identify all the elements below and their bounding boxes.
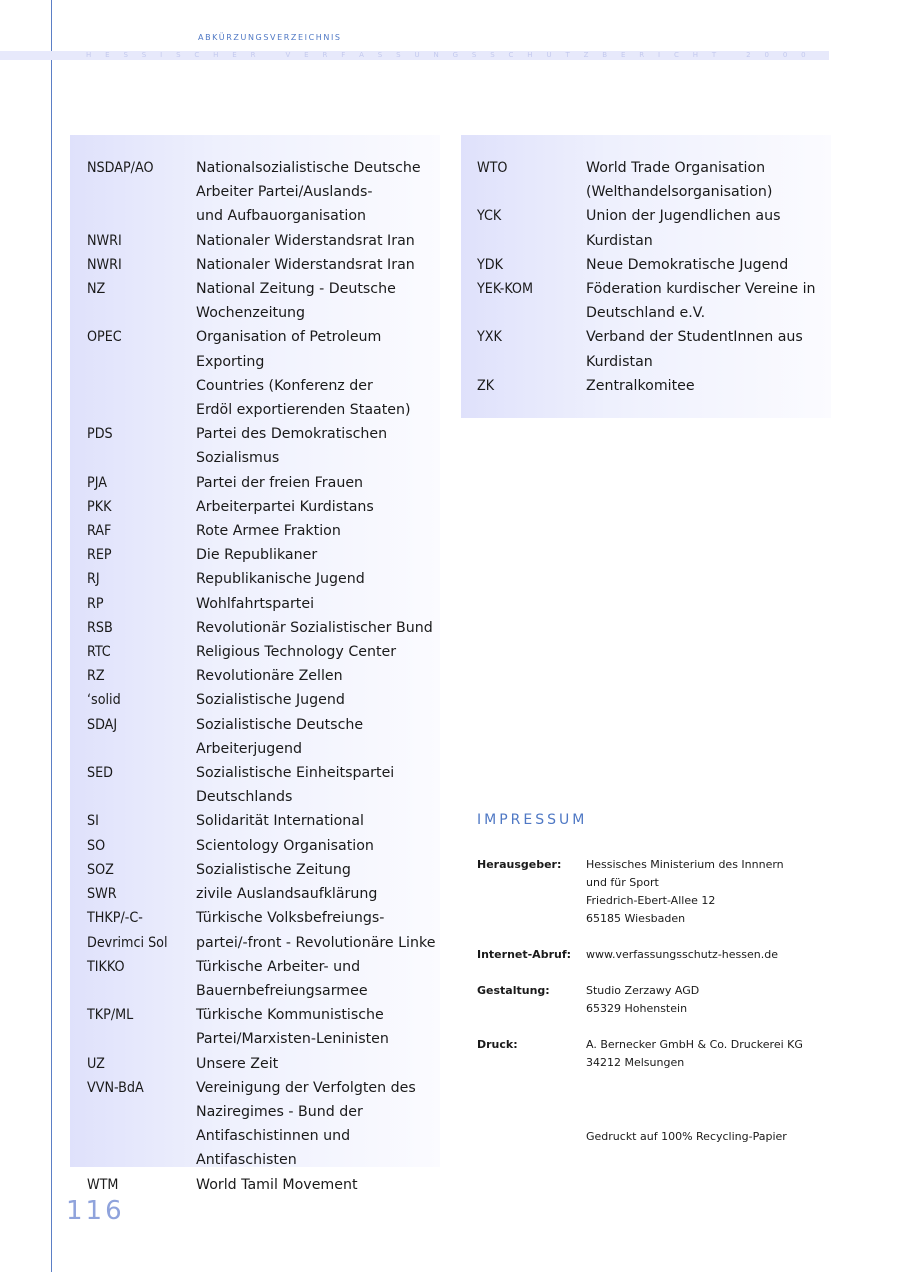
running-title-letter: C bbox=[194, 51, 200, 59]
abbreviation-definition: National Zeitung - Deutsche Wochenzeitung bbox=[196, 281, 396, 322]
abbreviation-definition: Nationaler Widerstandsrat Iran bbox=[196, 232, 415, 249]
running-title-letter: Z bbox=[583, 51, 589, 59]
abbreviation-row bbox=[87, 471, 437, 495]
abbreviation-definition: Sozialistische Deutsche Arbeiterjugend bbox=[196, 716, 364, 757]
abbreviation-row bbox=[87, 1076, 437, 1173]
impressum-label: Internet-Abruf: bbox=[477, 948, 572, 961]
abbreviation-row bbox=[87, 713, 437, 761]
impressum-label: Gestaltung: bbox=[477, 984, 550, 997]
abbreviation-definition: Partei des Demokratischen Sozialismus bbox=[196, 426, 388, 467]
abbreviation: SO bbox=[87, 837, 106, 854]
running-title-letter: B bbox=[602, 51, 608, 59]
abbreviation: RTC bbox=[87, 644, 111, 661]
abbreviation-definition: Wohlfahrtspartei bbox=[196, 595, 315, 612]
abbreviation: SWR bbox=[87, 886, 117, 903]
abbreviation-definition: zivile Auslandsaufklärung bbox=[196, 886, 378, 903]
abbreviation: NZ bbox=[87, 281, 106, 298]
abbreviation: RAF bbox=[87, 523, 112, 540]
running-title-letter: R bbox=[639, 51, 645, 59]
abbreviation-row bbox=[87, 616, 437, 640]
abbreviation-definition: Organisation of Petroleum Exporting Countries (Konferenz der Erdöl exportierenden Staaten) bbox=[196, 329, 411, 419]
running-title-letter: S bbox=[123, 51, 128, 59]
abbreviation: RJ bbox=[87, 571, 100, 588]
running-title-letter: I bbox=[658, 51, 661, 59]
abbreviation: WTO bbox=[477, 160, 508, 176]
abbreviation-definition: Solidarität International bbox=[196, 813, 364, 830]
abbreviation-row bbox=[87, 422, 437, 470]
running-title-letter: S bbox=[490, 51, 495, 59]
abbreviation-list-left bbox=[87, 156, 437, 1197]
abbreviation: WTM bbox=[87, 1176, 119, 1193]
running-title-letter: A bbox=[359, 51, 364, 59]
abbreviation-definition: World Tamil Movement bbox=[196, 1176, 358, 1193]
abbreviation: SDAJ bbox=[87, 716, 118, 733]
running-title-letter: G bbox=[452, 51, 458, 59]
abbreviation-definition: Sozialistische Jugend bbox=[196, 692, 345, 709]
abbreviation-row bbox=[87, 519, 437, 543]
running-title-letter: U bbox=[414, 51, 420, 59]
abbreviation-row bbox=[87, 1003, 437, 1051]
abbreviation-row bbox=[87, 567, 437, 591]
abbreviation-definition: Nationalsozialistische Deutsche Arbeiter Partei/Auslands- und Aufbauorganisation bbox=[196, 160, 421, 225]
abbreviation-row bbox=[87, 858, 437, 882]
running-title-letter: S bbox=[471, 51, 477, 59]
abbreviation: PDS bbox=[87, 426, 113, 443]
abbreviation-row bbox=[87, 664, 437, 688]
abbreviation: SOZ bbox=[87, 861, 114, 878]
impressum-value: A. Bernecker GmbH & Co. Druckerei KG 34212 Melsungen bbox=[586, 1038, 803, 1069]
abbreviation-definition: Republikanische Jugend bbox=[196, 571, 365, 588]
abbreviation-definition: Türkische Arbeiter- und Bauernbefreiungsarmee bbox=[196, 958, 368, 999]
impressum-item bbox=[477, 1036, 827, 1072]
abbreviation-row bbox=[477, 204, 827, 252]
abbreviation-definition: Scientology Organisation bbox=[196, 837, 374, 854]
running-title-letter bbox=[730, 51, 732, 60]
impressum-item bbox=[477, 982, 827, 1018]
abbreviation-definition: Die Republikaner bbox=[196, 547, 318, 564]
abbreviation-row bbox=[87, 834, 437, 858]
abbreviation-definition: Neue Demokratische Jugend bbox=[586, 256, 789, 273]
abbreviation-row bbox=[477, 277, 827, 325]
abbreviation-definition: Zentralkomitee bbox=[586, 377, 695, 394]
abbreviation: THKP/-C- Devrimci Sol bbox=[87, 910, 168, 951]
abbreviation-row bbox=[477, 253, 827, 277]
running-title-letter: 0 bbox=[782, 51, 788, 59]
running-title-letter: V bbox=[285, 51, 291, 59]
impressum-value: Hessisches Ministerium des Innnern und für Sport Friedrich-Ebert-Allee 12 65185 Wiesbaden bbox=[586, 858, 784, 925]
running-title-letter: C bbox=[673, 51, 679, 59]
abbreviation: RZ bbox=[87, 668, 105, 685]
abbreviation: ‘solid bbox=[87, 692, 121, 709]
running-title-letter: U bbox=[546, 51, 552, 59]
running-title-letter: S bbox=[396, 51, 401, 59]
abbreviation: VVN-BdA bbox=[87, 1079, 144, 1096]
abbreviation-row bbox=[87, 156, 437, 229]
abbreviation: UZ bbox=[87, 1055, 105, 1072]
running-title-letter: 0 bbox=[764, 51, 769, 59]
abbreviation: REP bbox=[87, 547, 112, 564]
running-title-letter bbox=[269, 51, 271, 60]
abbreviation: NWRI bbox=[87, 232, 122, 249]
impressum-link[interactable]: www.verfassungsschutz-hessen.de bbox=[586, 948, 778, 961]
abbreviation-row bbox=[87, 325, 437, 422]
abbreviation-row bbox=[87, 955, 437, 1003]
section-kicker: ABKÜRZUNGSVERZEICHNIS bbox=[198, 33, 342, 42]
abbreviation: TKP/ML bbox=[87, 1007, 134, 1024]
abbreviation-definition: Union der Jugendlichen aus Kurdistan bbox=[586, 208, 781, 249]
abbreviation: RSB bbox=[87, 619, 113, 636]
running-title-letter: T bbox=[711, 51, 717, 59]
running-title-letter: I bbox=[160, 51, 163, 59]
abbreviation-definition: Türkische Kommunistische Partei/Marxisten-Leninisten bbox=[196, 1007, 389, 1048]
abbreviation: PJA bbox=[87, 474, 107, 491]
abbreviation-definition: Arbeiterpartei Kurdistans bbox=[196, 498, 374, 515]
abbreviation-row bbox=[87, 253, 437, 277]
abbreviation-row bbox=[87, 1173, 437, 1197]
abbreviation-row bbox=[87, 809, 437, 833]
running-title-letter: 2 bbox=[746, 51, 751, 59]
abbreviation-row bbox=[87, 277, 437, 325]
abbreviation-list-right bbox=[477, 156, 827, 398]
abbreviation-row bbox=[87, 229, 437, 253]
abbreviation-row bbox=[87, 592, 437, 616]
impressum-item bbox=[477, 946, 827, 964]
running-title-letter: S bbox=[377, 51, 383, 59]
running-title bbox=[86, 51, 806, 60]
abbreviation-definition: World Trade Organisation (Welthandelsorganisation) bbox=[586, 160, 773, 201]
abbreviation-row bbox=[87, 906, 437, 954]
impressum-value: Studio Zerzawy AGD 65329 Hohenstein bbox=[586, 984, 700, 1015]
abbreviation-definition: Vereinigung der Verfolgten des Naziregimes - Bund der Antifaschistinnen und Antifaschisten bbox=[196, 1079, 416, 1169]
running-title-letter: H bbox=[86, 51, 92, 59]
running-title-letter: E bbox=[232, 51, 237, 59]
abbreviation-definition: Revolutionäre Zellen bbox=[196, 668, 343, 685]
abbreviation: TIKKO bbox=[87, 958, 125, 975]
abbreviation-definition: Sozialistische Einheitspartei Deutschlands bbox=[196, 765, 395, 806]
abbreviation-definition: Sozialistische Zeitung bbox=[196, 861, 351, 878]
abbreviation-definition: Nationaler Widerstandsrat Iran bbox=[196, 256, 415, 273]
running-title-letter: E bbox=[304, 51, 309, 59]
margin-rule bbox=[51, 0, 52, 1272]
abbreviation-definition: Verband der StudentInnen aus Kurdistan bbox=[586, 329, 803, 370]
abbreviation-row bbox=[87, 882, 437, 906]
abbreviation-row bbox=[87, 688, 437, 712]
running-title-letter: H bbox=[213, 51, 219, 59]
running-title-letter: C bbox=[508, 51, 514, 59]
running-title-letter: S bbox=[176, 51, 181, 59]
abbreviation-definition: Religious Technology Center bbox=[196, 644, 397, 661]
running-title-letter: 0 bbox=[801, 51, 806, 59]
running-title-letter: H bbox=[692, 51, 698, 59]
abbreviation-row bbox=[87, 1052, 437, 1076]
running-title-letter: R bbox=[250, 51, 256, 59]
running-title-letter: H bbox=[527, 51, 533, 59]
abbreviation: YCK bbox=[477, 208, 502, 225]
abbreviation: YXK bbox=[477, 329, 502, 346]
page-number: 116 bbox=[66, 1196, 125, 1226]
abbreviation-definition: Rote Armee Fraktion bbox=[196, 523, 341, 540]
impressum-label: Druck: bbox=[477, 1038, 518, 1051]
impressum-label: Herausgeber: bbox=[477, 858, 562, 871]
abbreviation-definition: Föderation kurdischer Vereine in Deutschland e.V. bbox=[586, 281, 816, 322]
abbreviation: YEK-KOM bbox=[477, 281, 533, 298]
running-title-letter: R bbox=[322, 51, 328, 59]
running-title-letter: T bbox=[565, 51, 570, 59]
abbreviation: PKK bbox=[87, 498, 112, 515]
abbreviation: YDK bbox=[477, 256, 503, 273]
abbreviation: OPEC bbox=[87, 329, 122, 346]
abbreviation-definition: Unsere Zeit bbox=[196, 1055, 279, 1072]
abbreviation-definition: Türkische Volksbefreiungs- partei/-front - Revolutionäre Linke bbox=[196, 910, 436, 951]
abbreviation: NSDAP/AO bbox=[87, 160, 154, 176]
abbreviation-row bbox=[87, 640, 437, 664]
running-title-letter: E bbox=[105, 51, 110, 59]
abbreviation-definition: Revolutionär Sozialistischer Bund bbox=[196, 619, 433, 636]
abbreviation: ZK bbox=[477, 377, 495, 394]
abbreviation-row bbox=[477, 374, 827, 398]
abbreviation-definition: Partei der freien Frauen bbox=[196, 474, 364, 491]
running-title-letter: F bbox=[341, 51, 346, 59]
abbreviation-row bbox=[87, 543, 437, 567]
abbreviation-row bbox=[87, 495, 437, 519]
recycling-note: Gedruckt auf 100% Recycling-Papier bbox=[586, 1130, 787, 1143]
abbreviation-row bbox=[477, 325, 827, 373]
abbreviation-row bbox=[87, 761, 437, 809]
running-title-letter: N bbox=[433, 51, 439, 59]
impressum-list bbox=[477, 856, 827, 1072]
abbreviation: SI bbox=[87, 813, 99, 830]
running-title-letter: E bbox=[620, 51, 626, 59]
impressum-heading: IMPRESSUM bbox=[477, 812, 588, 828]
impressum-item bbox=[477, 856, 827, 928]
abbreviation-row bbox=[477, 156, 827, 204]
abbreviation: NWRI bbox=[87, 256, 122, 273]
running-title-letter: S bbox=[141, 51, 147, 59]
abbreviation: SED bbox=[87, 765, 113, 782]
abbreviation: RP bbox=[87, 595, 104, 612]
